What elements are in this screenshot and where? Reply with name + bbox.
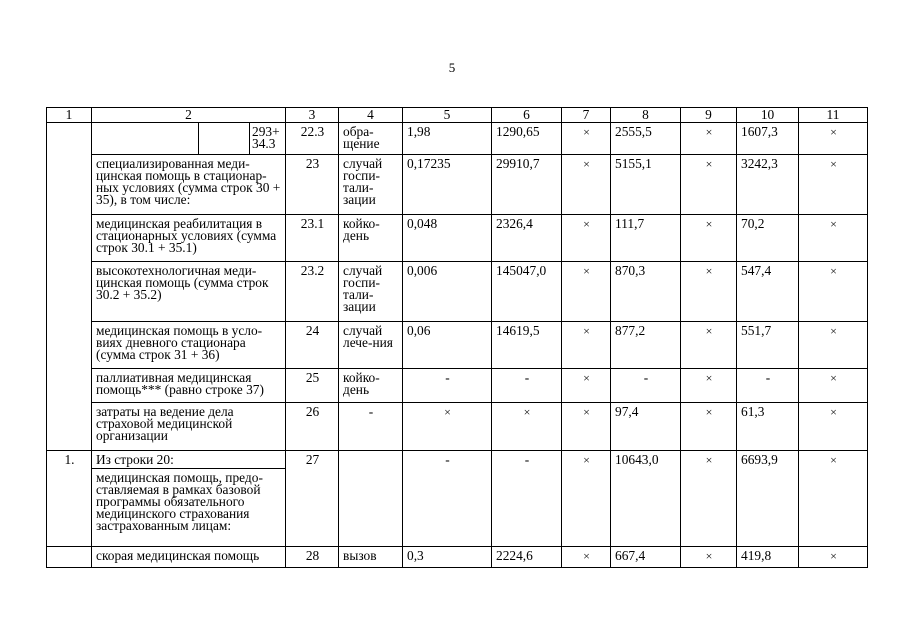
row-number: 23 [286, 155, 339, 215]
table-row [47, 215, 868, 262]
value-cell: 1607,3 [737, 123, 799, 155]
header-cell: 7 [562, 108, 611, 123]
unit-cell: случай госпи-тали-зации [339, 155, 403, 215]
row-number: 28 [286, 547, 339, 568]
header-cell: 4 [339, 108, 403, 123]
value-cell: 70,2 [737, 215, 799, 262]
table-row [47, 155, 868, 215]
value-cell: 2555,5 [611, 123, 681, 155]
row-number: 27 [286, 451, 339, 547]
value-cell: × [562, 215, 611, 262]
row-number: 24 [286, 322, 339, 369]
value-cell: - [403, 369, 492, 403]
name-cell: затраты на ведение дела страховой медицинской организации [92, 403, 286, 451]
header-cell: 8 [611, 108, 681, 123]
value-cell: × [799, 262, 868, 322]
unit-cell: случай госпи-тали-зации [339, 262, 403, 322]
value-cell: × [799, 547, 868, 568]
value-cell: 0,3 [403, 547, 492, 568]
value-cell: 14619,5 [492, 322, 562, 369]
unit-cell: койко-день [339, 369, 403, 403]
header-cell: 9 [681, 108, 737, 123]
name-cell [92, 123, 199, 155]
value-cell: × [562, 322, 611, 369]
value-cell: 145047,0 [492, 262, 562, 322]
value-cell: × [681, 322, 737, 369]
header-row [47, 108, 868, 123]
value-cell: 0,048 [403, 215, 492, 262]
value-cell: × [799, 322, 868, 369]
value-cell: 2224,6 [492, 547, 562, 568]
value-cell: 547,4 [737, 262, 799, 322]
value-cell: × [799, 451, 868, 547]
value-cell: 551,7 [737, 322, 799, 369]
header-cell: 11 [799, 108, 868, 123]
header-cell: 1 [47, 108, 92, 123]
value-cell: 5155,1 [611, 155, 681, 215]
row-number: 23.1 [286, 215, 339, 262]
value-cell: × [681, 155, 737, 215]
value-cell: 0,17235 [403, 155, 492, 215]
value-cell: 870,3 [611, 262, 681, 322]
name-cell: специализированная меди-цинская помощь в стационар-ных условиях (сумма строк 30 + 35), в том числе: [92, 155, 286, 215]
page-number: 5 [448, 60, 456, 75]
unit-cell: - [339, 403, 403, 451]
value-cell: 6693,9 [737, 451, 799, 547]
value-cell: × [562, 155, 611, 215]
row-number: 25 [286, 369, 339, 403]
header-cell: 10 [737, 108, 799, 123]
value-cell: × [799, 403, 868, 451]
header-cell: 5 [403, 108, 492, 123]
value-cell: 877,2 [611, 322, 681, 369]
header-cell: 6 [492, 108, 562, 123]
value-cell: 2326,4 [492, 215, 562, 262]
value-cell: × [681, 369, 737, 403]
table-row [47, 547, 868, 568]
name-cell: паллиативная медицинская помощь*** (равно строке 37) [92, 369, 286, 403]
name-cell [199, 123, 250, 155]
value-cell: - [611, 369, 681, 403]
value-cell: - [737, 369, 799, 403]
row-number: 22.3 [286, 123, 339, 155]
value-cell: 10643,0 [611, 451, 681, 547]
name-cell: Из строки 20: [92, 451, 286, 469]
value-cell: × [799, 123, 868, 155]
row-number: 26 [286, 403, 339, 451]
code-cell: 293+ 34.3 [250, 123, 286, 155]
value-cell: × [492, 403, 562, 451]
value-cell: 667,4 [611, 547, 681, 568]
value-cell: × [562, 369, 611, 403]
name-cell: высокотехнологичная меди-цинская помощь (сумма строк 30.2 + 35.2) [92, 262, 286, 322]
row-number: 23.2 [286, 262, 339, 322]
value-cell: × [799, 369, 868, 403]
index-cell [47, 123, 92, 451]
value-cell: × [681, 451, 737, 547]
value-cell: - [492, 369, 562, 403]
value-cell: × [799, 215, 868, 262]
index-cell: 1. [47, 451, 92, 547]
name-cell: медицинская помощь, предо-ставляемая в рамках базовой программы обязательного медицинского страхования застрахованным лицам: [92, 469, 286, 547]
unit-cell: случай лече-ния [339, 322, 403, 369]
table-row [47, 262, 868, 322]
table-row [47, 369, 868, 403]
unit-cell: обра-щение [339, 123, 403, 155]
value-cell: 3242,3 [737, 155, 799, 215]
unit-cell [339, 451, 403, 547]
value-cell: - [403, 451, 492, 547]
value-cell: 29910,7 [492, 155, 562, 215]
unit-cell: вызов [339, 547, 403, 568]
unit-cell: койко-день [339, 215, 403, 262]
value-cell: 0,06 [403, 322, 492, 369]
table-row [47, 451, 868, 469]
header-cell: 3 [286, 108, 339, 123]
value-cell: × [562, 547, 611, 568]
table-row [47, 403, 868, 451]
value-cell: × [562, 451, 611, 547]
value-cell: 111,7 [611, 215, 681, 262]
value-cell: × [681, 547, 737, 568]
value-cell: × [799, 155, 868, 215]
financing-table [46, 107, 868, 568]
value-cell: × [681, 215, 737, 262]
value-cell: × [681, 403, 737, 451]
value-cell: × [562, 403, 611, 451]
value-cell: 61,3 [737, 403, 799, 451]
value-cell: 1290,65 [492, 123, 562, 155]
header-cell: 2 [92, 108, 286, 123]
value-cell: × [403, 403, 492, 451]
index-cell [47, 547, 92, 568]
value-cell: × [562, 262, 611, 322]
name-cell: медицинская помощь в усло-виях дневного стационара (сумма строк 31 + 36) [92, 322, 286, 369]
value-cell: - [492, 451, 562, 547]
value-cell: 1,98 [403, 123, 492, 155]
value-cell: × [681, 123, 737, 155]
value-cell: × [562, 123, 611, 155]
name-cell: скорая медицинская помощь [92, 547, 286, 568]
table-row [47, 322, 868, 369]
value-cell: 419,8 [737, 547, 799, 568]
value-cell: 97,4 [611, 403, 681, 451]
value-cell: × [681, 262, 737, 322]
value-cell: 0,006 [403, 262, 492, 322]
table-row [47, 123, 868, 155]
name-cell: медицинская реабилитация в стационарных условиях (сумма строк 30.1 + 35.1) [92, 215, 286, 262]
